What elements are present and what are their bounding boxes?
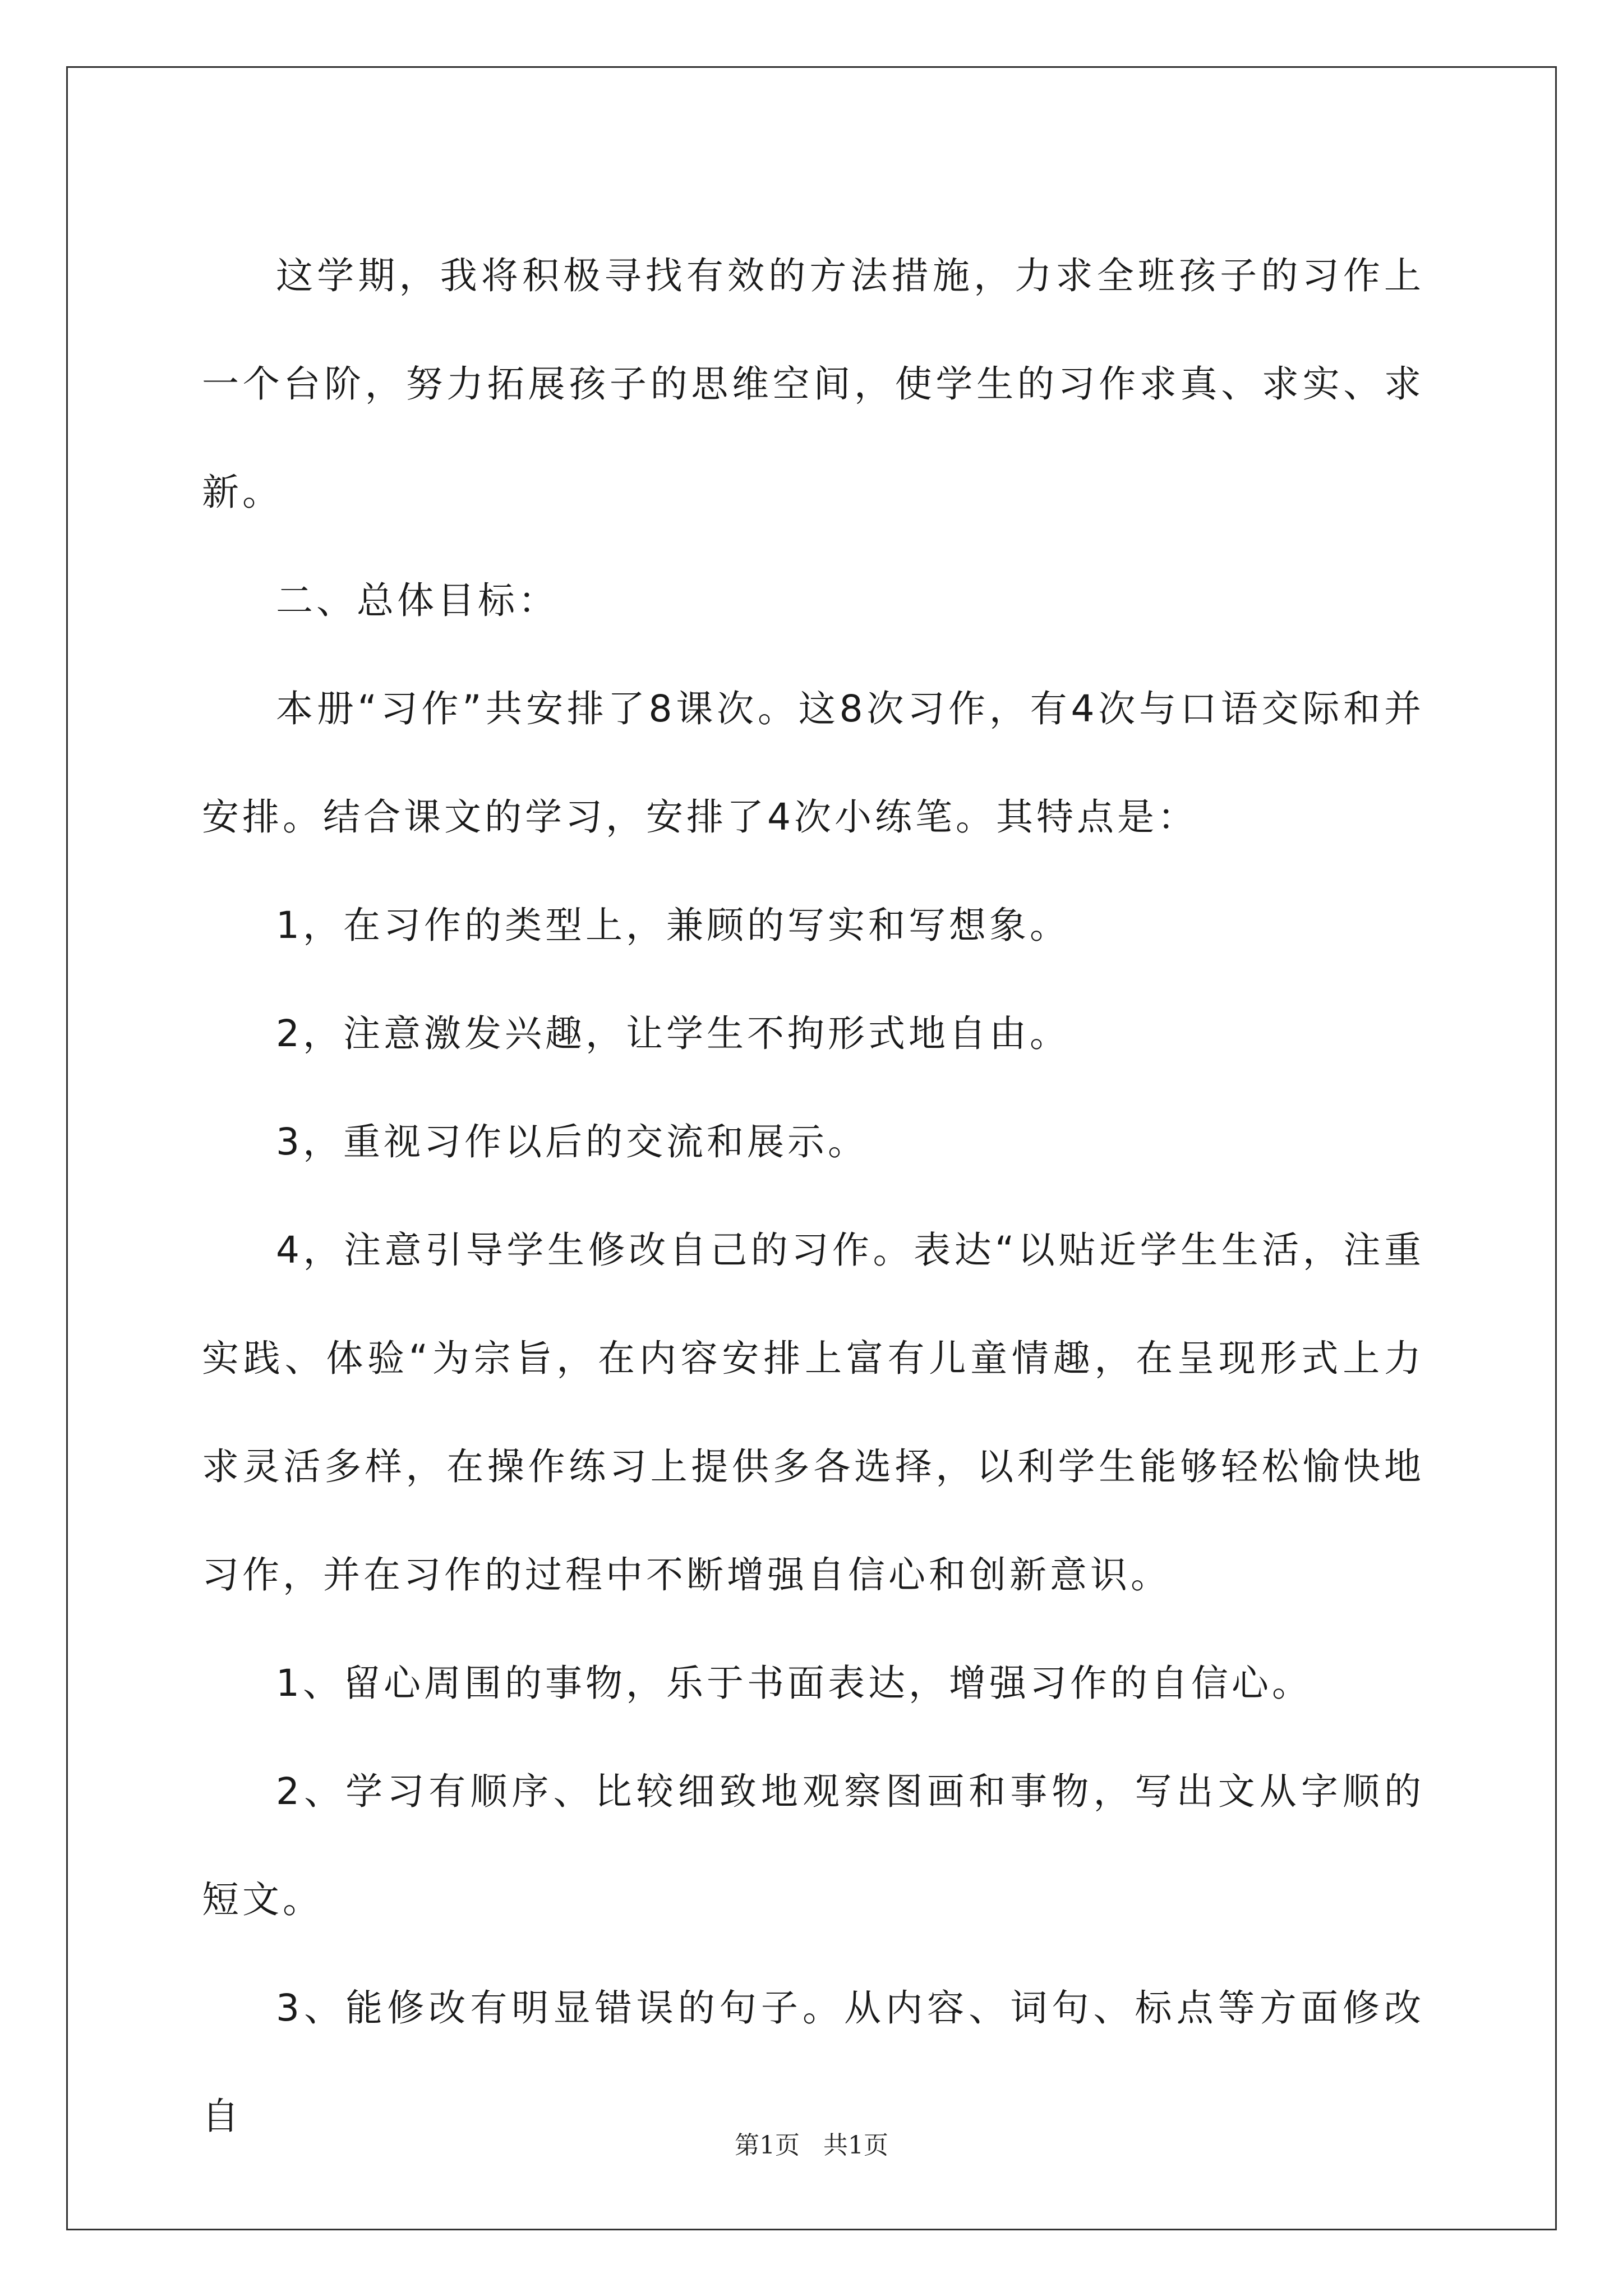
paragraph-intro: 这学期，我将积极寻找有效的方法措施，力求全班孩子的习作上一个台阶，努力拓展孩子的思维空间，使学生的习作求真、求实、求新。 bbox=[202, 254, 1424, 514]
section-heading-overall-goals: 二、总体目标： bbox=[276, 579, 559, 622]
list-item-goal-2: 2、学习有顺序、比较细致地观察图画和事物，写出文从字顺的短文。 bbox=[202, 1770, 1424, 1921]
list-item-feature-3: 3，重视习作以后的交流和展示。 bbox=[276, 1120, 868, 1163]
page-number-total: 共1页 bbox=[823, 2131, 888, 2160]
document-body bbox=[202, 222, 1424, 2170]
page-number-current: 第1页 bbox=[735, 2131, 800, 2160]
list-item-feature-4: 4，注意引导学生修改自己的习作。表达“以贴近学生生活，注重实践、体验“为宗旨，在内容安排上富有儿童情趣，在呈现形式上力求灵活多样，在操作练习上提供多各选择，以利学生能够轻松愉快地习作，并在习作的过程中不断增强自信心和创新意识。 bbox=[202, 1228, 1424, 1596]
list-item-goal-1: 1、留心周围的事物，乐于书面表达，增强习作的自信心。 bbox=[276, 1662, 1312, 1705]
list-item-goal-3: 3、能修改有明显错误的句子。从内容、词句、标点等方面修改自 bbox=[202, 1986, 1424, 2138]
list-item-feature-2: 2，注意激发兴趣，让学生不拘形式地自由。 bbox=[276, 1012, 1070, 1055]
page-footer bbox=[0, 2125, 1623, 2161]
paragraph-arrangement: 本册“习作”共安排了8课次。这8次习作，有4次与口语交际和并安排。结合课文的学习，安排了4次小练笔。其特点是： bbox=[202, 687, 1424, 839]
list-item-feature-1: 1，在习作的类型上，兼顾的写实和写想象。 bbox=[276, 904, 1070, 947]
